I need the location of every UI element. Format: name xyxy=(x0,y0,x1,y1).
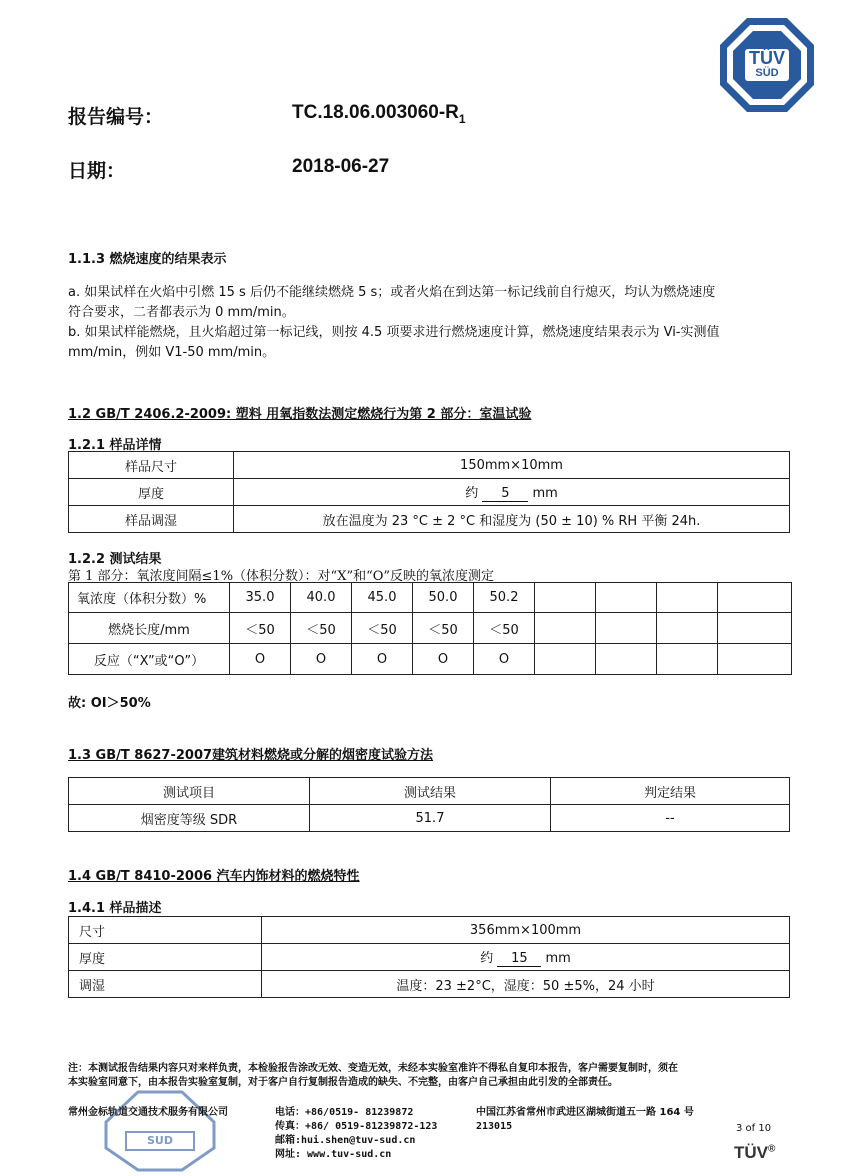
thickness2-fill: 15 xyxy=(497,951,541,967)
smoke-header-result: 测试结果 xyxy=(310,778,551,805)
brand-text: TÜV xyxy=(734,1143,768,1162)
contact-info xyxy=(275,1106,437,1162)
smoke-result: 51.7 xyxy=(310,805,551,832)
logo-text-tuv: TÜV xyxy=(749,48,785,68)
oxygen-cell: 40.0 xyxy=(291,583,352,613)
conditioning2-label: 调湿 xyxy=(69,971,262,998)
oxygen-row xyxy=(69,583,792,613)
oxygen-label: 氧浓度（体积分数）% xyxy=(69,583,230,613)
section-1-2-title: 1.2 GB/T 2406.2-2009: 塑料 用氧指数法测定燃烧行为第 2 部分：室温试验 xyxy=(68,407,532,422)
contact-fax: 传真：+86/ 0519-81239872-123 xyxy=(275,1121,438,1132)
thickness2-label: 厚度 xyxy=(69,944,262,971)
sample-details-table xyxy=(68,451,790,533)
oxygen-cell xyxy=(657,583,718,613)
size-label: 尺寸 xyxy=(69,917,262,944)
section-1-1-3-body xyxy=(68,283,798,363)
brand-mark xyxy=(734,1143,775,1163)
reaction-cell: O xyxy=(291,644,352,675)
footer-note-line1: 注：本测试报告结果内容只对来样负责，本检验报告涂改无效、变造无效，未经本实验室准许不得私自复印本报告，客户需要复制时，须在 xyxy=(68,1063,678,1074)
burn-length-cell xyxy=(535,613,596,644)
para-b-line1: b. 如果试样能燃烧，且火焰超过第一标记线，则按 4.5 项要求进行燃烧速度计算，燃烧速度结果表示为 Vi-实测值 xyxy=(68,325,720,340)
reaction-label: 反应（“X”或“O”） xyxy=(69,644,230,675)
logo-text-sud: SÜD xyxy=(755,67,779,79)
reaction-row xyxy=(69,644,792,675)
para-a-line2: 符合要求，二者都表示为 0 mm/min。 xyxy=(68,305,295,320)
tuv-sud-logo xyxy=(718,16,816,114)
oxygen-cell xyxy=(718,583,792,613)
thickness-prefix: 约 xyxy=(465,486,479,501)
conditioning2-value: 温度：23 ±2°C，湿度：50 ±5%，24 小时 xyxy=(262,971,790,998)
para-a-line1: a. 如果试样在火焰中引燃 15 s 后仍不能继续燃烧 5 s；或者火焰在到达第一标记线前自行熄灭，均认为燃烧速度 xyxy=(68,285,716,300)
conditioning-value: 放在温度为 23 °C ± 2 °C 和湿度为 (50 ± 10) % RH 平衡 24h. xyxy=(234,506,790,533)
reaction-cell xyxy=(657,644,718,675)
thickness-label: 厚度 xyxy=(69,479,234,506)
burn-length-label: 燃烧长度/mm xyxy=(69,613,230,644)
smoke-item: 烟密度等级 SDR xyxy=(69,805,310,832)
footer-note-line2: 本实验室同意下，由本报告实验室复制，对于客户自行复制报告造成的缺失、不完整，由客户自己承担由此引发的全部责任。 xyxy=(68,1077,618,1088)
thickness2-value xyxy=(262,944,790,971)
burn-length-cell: ＜50 xyxy=(352,613,413,644)
oxygen-cell xyxy=(535,583,596,613)
thickness2-prefix: 约 xyxy=(480,951,494,966)
thickness2-unit: mm xyxy=(545,951,571,966)
oxygen-cell: 50.2 xyxy=(474,583,535,613)
sample-size-value: 150mm×10mm xyxy=(234,452,790,479)
address: 中国江苏省常州市武进区湖城街道五一路 164 号 xyxy=(476,1107,694,1118)
section-1-2-2-title: 1.2.2 测试结果 xyxy=(68,552,162,567)
reaction-cell: O xyxy=(230,644,291,675)
oxygen-cell xyxy=(596,583,657,613)
footer-note xyxy=(68,1062,798,1090)
section-1-4-1-title: 1.4.1 样品描述 xyxy=(68,901,162,916)
report-number-main: TC.18.06.003060-R xyxy=(292,102,459,123)
seal-text: SUD xyxy=(147,1134,173,1147)
sample-size-label: 样品尺寸 xyxy=(69,452,234,479)
smoke-density-table xyxy=(68,777,790,832)
page-number: 3 of 10 xyxy=(736,1123,772,1134)
burn-length-cell: ＜50 xyxy=(230,613,291,644)
burn-length-cell: ＜50 xyxy=(413,613,474,644)
reaction-cell xyxy=(535,644,596,675)
burn-length-cell xyxy=(596,613,657,644)
brand-registered: ® xyxy=(768,1143,776,1155)
section-1-1-3-title: 1.1.3 燃烧速度的结果表示 xyxy=(68,252,227,267)
smoke-header-verdict: 判定结果 xyxy=(551,778,790,805)
thickness-value xyxy=(234,479,790,506)
contact-phone: 电话：+86/0519- 81239872 xyxy=(275,1107,414,1118)
oxygen-cell: 35.0 xyxy=(230,583,291,613)
report-number-label: 报告编号： xyxy=(68,106,164,128)
oxygen-index-table xyxy=(68,582,792,675)
sample-description-table xyxy=(68,916,790,998)
reaction-cell xyxy=(596,644,657,675)
section-1-3-title: 1.3 GB/T 8627-2007建筑材料燃烧或分解的烟密度试验方法 xyxy=(68,748,434,763)
company-seal xyxy=(100,1088,220,1172)
reaction-cell: O xyxy=(474,644,535,675)
burn-length-cell: ＜50 xyxy=(474,613,535,644)
thickness-fill: 5 xyxy=(482,486,528,502)
smoke-header-item: 测试项目 xyxy=(69,778,310,805)
reaction-cell: O xyxy=(413,644,474,675)
section-1-2-1-title: 1.2.1 样品详情 xyxy=(68,438,162,453)
smoke-verdict: -- xyxy=(551,805,790,832)
contact-email: 邮箱:hui.shen@tuv-sud.cn xyxy=(275,1135,416,1146)
reaction-cell xyxy=(718,644,792,675)
company-name: 常州金标轨道交通技术服务有限公司 xyxy=(68,1107,228,1118)
burn-length-cell xyxy=(718,613,792,644)
size-value: 356mm×100mm xyxy=(262,917,790,944)
reaction-cell: O xyxy=(352,644,413,675)
results-note: 第 1 部分：氧浓度间隔≤1%（体积分数）：对“X”和“O”反映的氧浓度测定 xyxy=(68,569,495,584)
date-label: 日期： xyxy=(68,160,126,182)
burn-length-cell: ＜50 xyxy=(291,613,352,644)
contact-web: 网址: www.tuv-sud.cn xyxy=(275,1149,392,1160)
oxygen-index-conclusion: 故: OI＞50% xyxy=(68,696,151,711)
conditioning-label: 样品调湿 xyxy=(69,506,234,533)
burn-length-row xyxy=(69,613,792,644)
section-1-4-title: 1.4 GB/T 8410-2006 汽车内饰材料的燃烧特性 xyxy=(68,869,360,884)
report-number xyxy=(292,102,466,126)
oxygen-cell: 50.0 xyxy=(413,583,474,613)
para-b-line2: mm/min，例如 V1-50 mm/min。 xyxy=(68,345,276,360)
oxygen-cell: 45.0 xyxy=(352,583,413,613)
burn-length-cell xyxy=(657,613,718,644)
report-number-sub: 1 xyxy=(458,111,466,126)
report-date: 2018-06-27 xyxy=(292,156,390,177)
thickness-unit: mm xyxy=(532,486,558,501)
address-info xyxy=(476,1106,694,1134)
postcode: 213015 xyxy=(476,1121,513,1132)
